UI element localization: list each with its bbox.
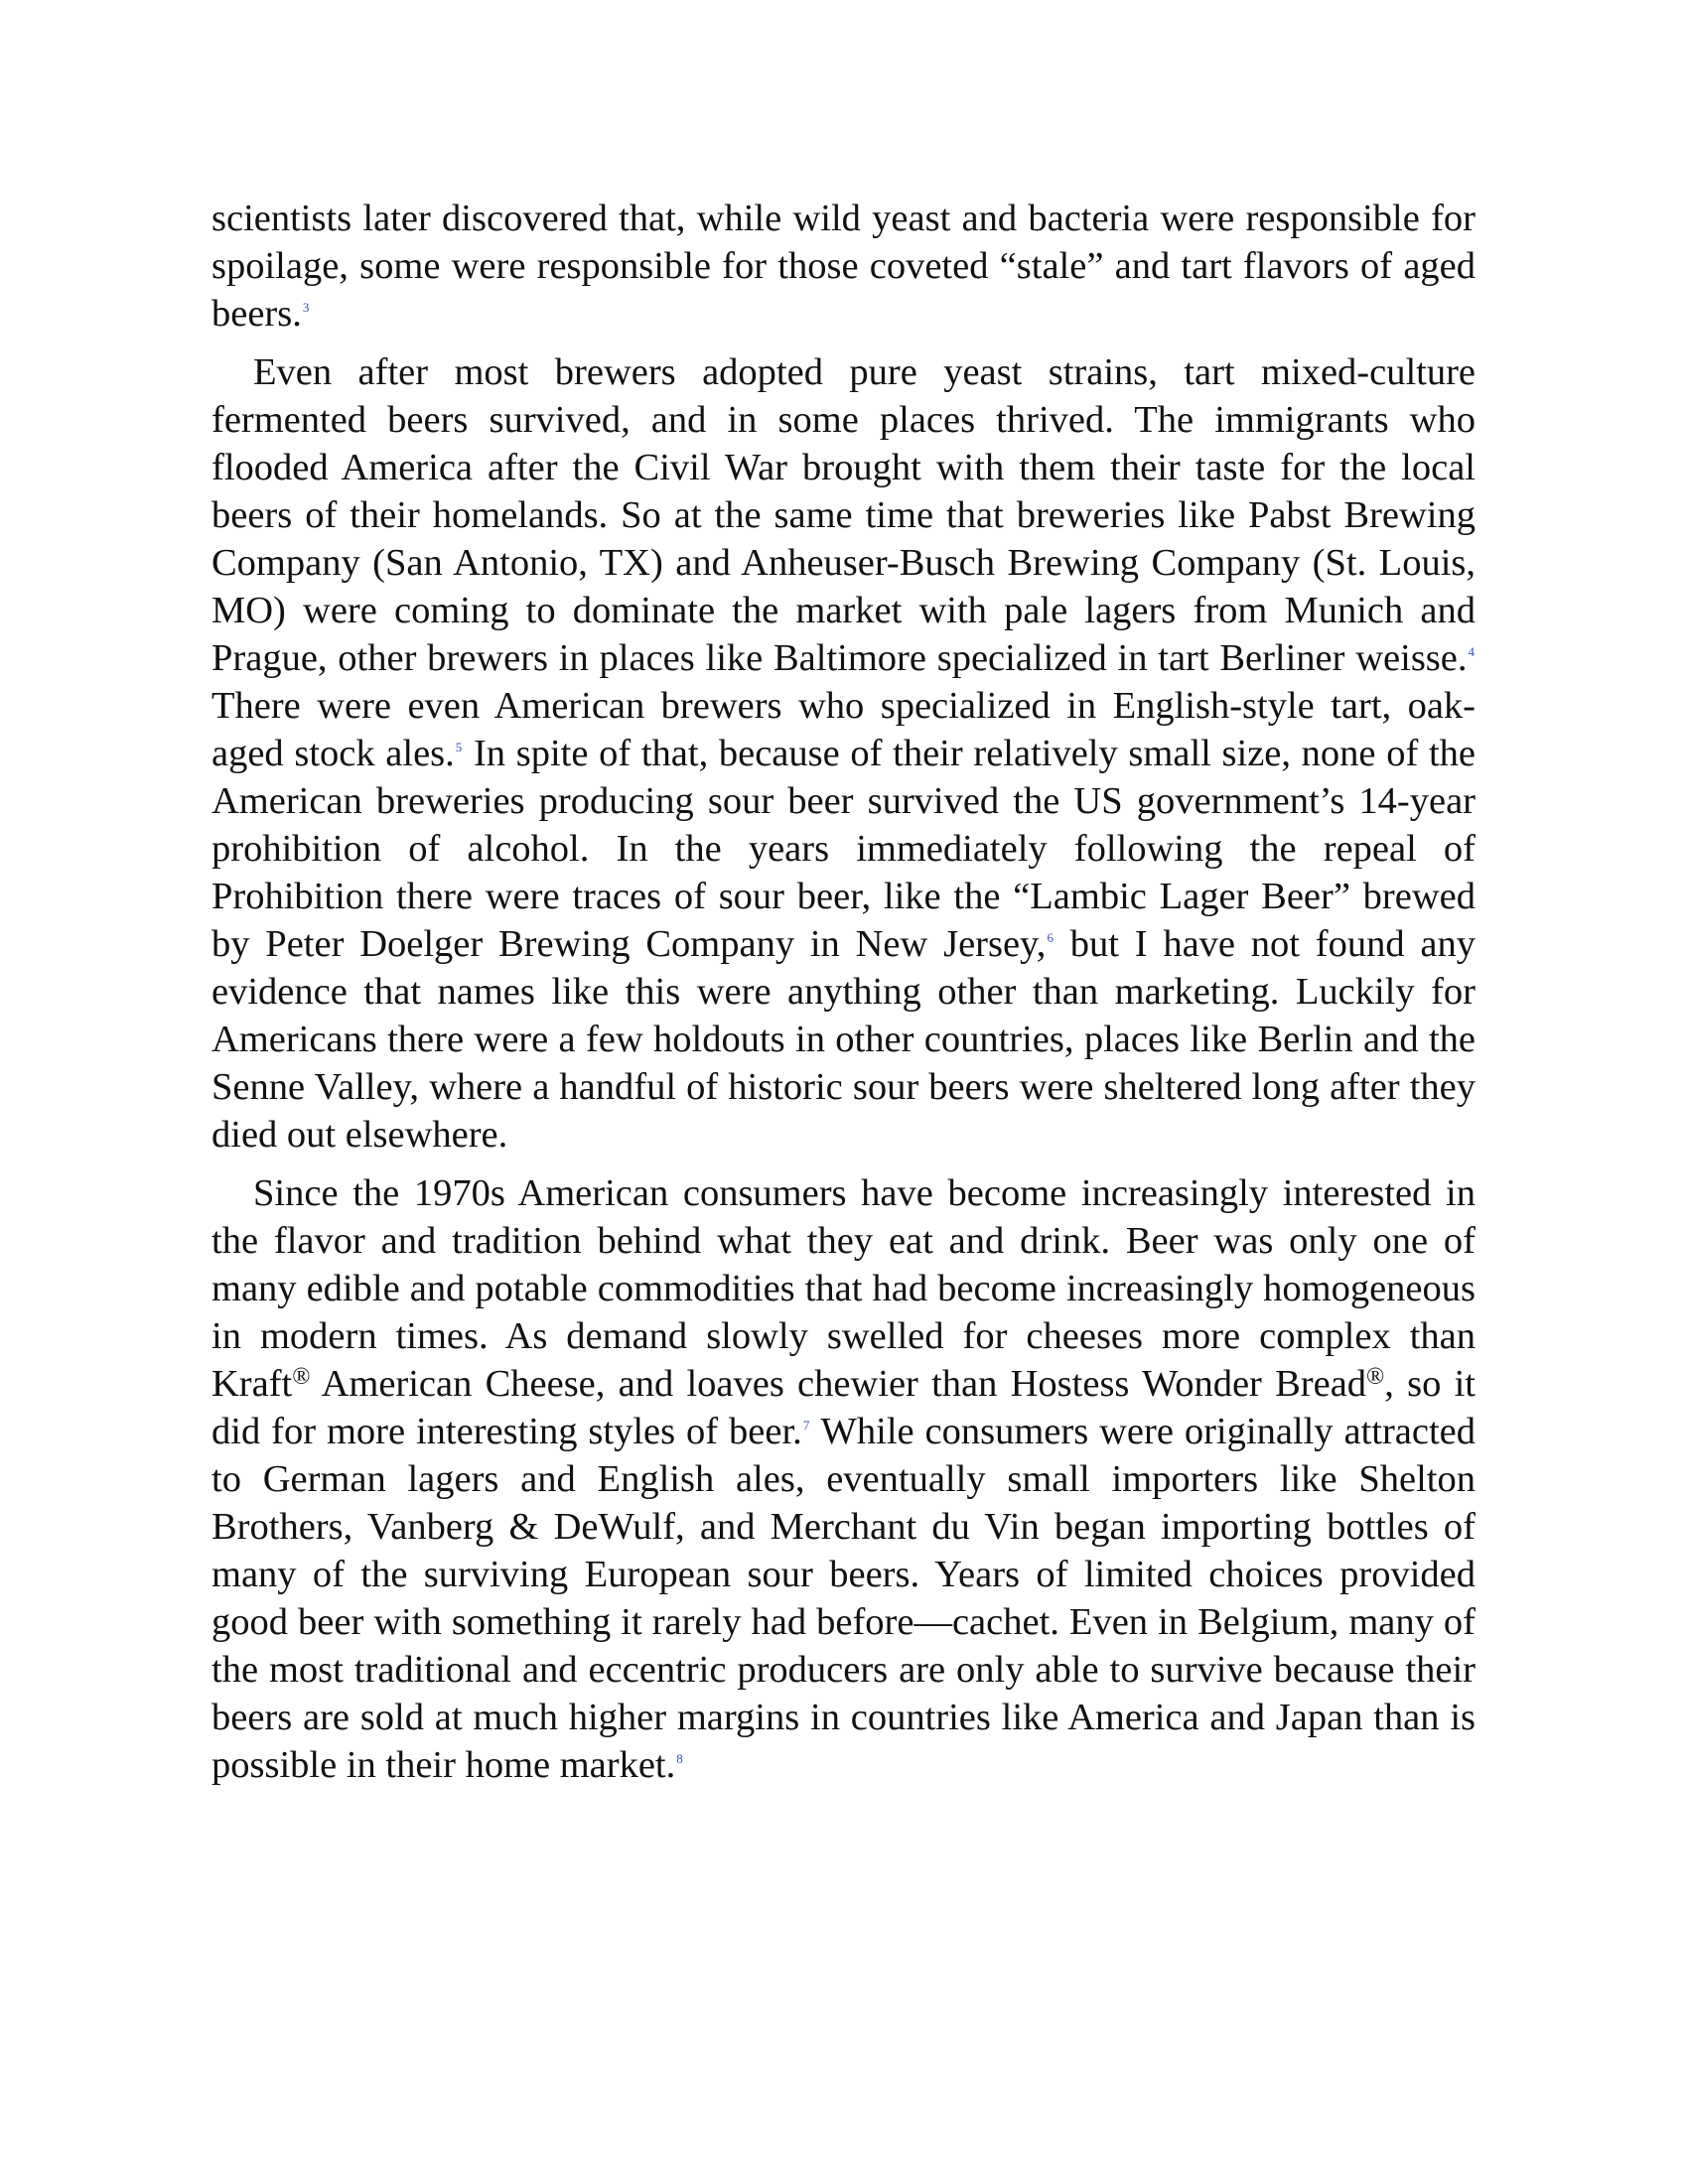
paragraph-2: [211, 348, 1476, 1159]
footnote-ref-7[interactable]: 7: [802, 1418, 810, 1433]
paragraph-3: [211, 1169, 1476, 1789]
footnote-ref-3[interactable]: 3: [302, 300, 310, 315]
footnote-ref-6[interactable]: 6: [1047, 930, 1054, 945]
paragraph-text: , so it did for more interesting styles of beer.: [211, 1363, 1476, 1452]
registered-mark: ®: [292, 1364, 311, 1390]
paragraph-text: There were even American brewers who specialized in English-style tart, oak-aged stock ales.: [211, 685, 1476, 774]
registered-mark: ®: [1366, 1364, 1385, 1390]
paragraph-text: but I have not found any evidence that names like this were anything other than marketing. Luckily for Americans there were a few holdouts in other countries, places like Berlin and the Senne Valley, where a handful of historic sour beers were sheltered long after they died out elsewhere.: [211, 923, 1476, 1156]
paragraph-1: [211, 195, 1476, 338]
footnote-ref-5[interactable]: 5: [455, 740, 463, 754]
paragraph-text: scientists later discovered that, while wild yeast and bacteria were responsible for spoilage, some were responsible for those coveted “stale” and tart flavors of aged beers.: [211, 198, 1476, 335]
footnote-ref-8[interactable]: 8: [676, 1751, 683, 1766]
paragraph-text: Since the 1970s American consumers have become increasingly interested in the flavor and tradition behind what they eat and drink. Beer was only one of many edible and potable commodities that had become increasingly homogeneous in modern times. As demand slowly swelled for cheeses more complex than Kraft: [211, 1172, 1476, 1405]
paragraph-text: American Cheese, and loaves chewier than Hostess Wonder Bread: [310, 1363, 1367, 1405]
paragraph-text: In spite of that, because of their relatively small size, none of the American breweries producing sour beer survived the US government’s 14-year prohibition of alcohol. In the years immediately following the repeal of Prohibition there were traces of sour beer, like the “Lambic Lager Beer” brewed by Peter Doelger Brewing Company in New Jersey,: [211, 733, 1476, 965]
page-body: [211, 195, 1476, 1800]
footnote-ref-4[interactable]: 4: [1468, 644, 1475, 659]
paragraph-text: Even after most brewers adopted pure yeast strains, tart mixed-culture fermented beers survived, and in some places thrived. The immigrants who flooded America after the Civil War brought with them their taste for the local beers of their homelands. So at the same time that breweries like Pabst Brewing Company (San Antonio, TX) and Anheuser-Busch Brewing Company (St. Louis, MO) were coming to dominate the market with pale lagers from Munich and Prague, other brewers in places like Baltimore specialized in tart Berliner weisse.: [211, 351, 1476, 679]
paragraph-text: While consumers were originally attracted to German lagers and English ales, eventually small importers like Shelton Brothers, Vanberg & DeWulf, and Merchant du Vin began importing bottles of many of the surviving European sour beers. Years of limited choices provided good beer with something it rarely had before—cachet. Even in Belgium, many of the most traditional and eccentric producers are only able to survive because their beers are sold at much higher margins in countries like America and Japan than is possible in their home market.: [211, 1411, 1476, 1786]
